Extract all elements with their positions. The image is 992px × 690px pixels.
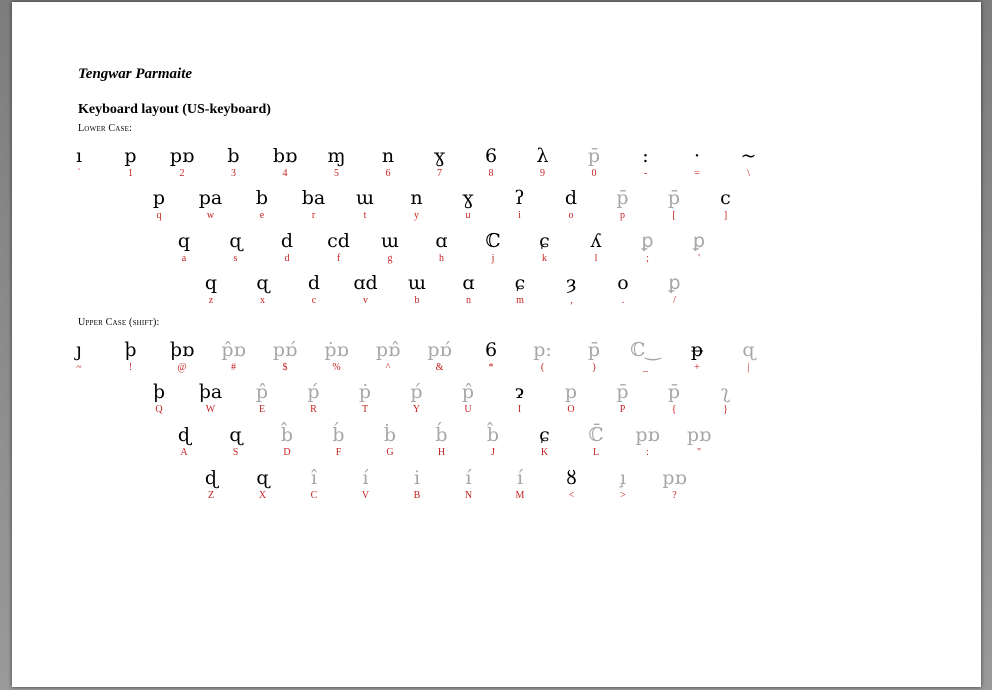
upper-row4-key [193, 466, 229, 502]
key-label: O [567, 404, 575, 415]
tengwar-glyph: p̄ [616, 381, 629, 403]
tengwar-glyph: ℂ‿ [630, 339, 661, 361]
lower-case-label: Lower Case: [78, 123, 133, 134]
tengwar-glyph: í [465, 467, 472, 489]
upper-row1-key [731, 338, 767, 374]
lower-row1-key [164, 144, 200, 180]
lower-row2-key [399, 186, 435, 222]
key-label: F [335, 447, 342, 458]
tengwar-glyph: ṗ [358, 381, 372, 403]
key-label: G [386, 447, 394, 458]
key-label: S [232, 447, 239, 458]
tengwar-glyph: ϸ [152, 381, 166, 403]
key-label: ~ [76, 362, 82, 373]
lower-row4-key [245, 271, 281, 307]
key-label: C [310, 490, 318, 501]
tengwar-glyph: · [693, 145, 701, 167]
tengwar-glyph: î [310, 467, 318, 489]
key-label: r [311, 210, 316, 221]
lower-row4-key [554, 271, 590, 307]
key-label: A [180, 447, 188, 458]
key-label: | [747, 362, 750, 373]
key-label: k [542, 253, 547, 264]
tengwar-glyph: bɒ [272, 145, 298, 167]
key-label: : [646, 447, 649, 458]
lower-row2-key [347, 186, 383, 222]
key-label: = [694, 168, 700, 179]
key-label: " [696, 447, 702, 458]
tengwar-glyph: ɯ [380, 230, 400, 252]
upper-row2-key [193, 380, 229, 416]
upper-row3-key [475, 423, 511, 459]
key-label: ( [540, 362, 545, 373]
lower-row3-key [527, 229, 563, 265]
key-label: ? [672, 490, 677, 501]
upper-row1-key [319, 338, 355, 374]
upper-row2-key [553, 380, 589, 416]
key-label: $ [282, 362, 288, 373]
key-label: 8 [488, 168, 494, 179]
tengwar-glyph: p̂ɒ [221, 339, 246, 361]
lower-row4-key [657, 271, 693, 307]
tengwar-glyph: ba [301, 187, 326, 209]
tengwar-glyph: d [564, 187, 578, 209]
upper-row4-key [399, 466, 435, 502]
key-label: 2 [179, 168, 185, 179]
lower-row2-key [244, 186, 280, 222]
upper-row2-key [450, 380, 486, 416]
key-label: n [466, 295, 471, 306]
upper-row1-key [525, 338, 561, 374]
tengwar-glyph: d [280, 230, 294, 252]
key-label: E [258, 404, 266, 415]
key-label: c [311, 295, 317, 306]
key-label: , [570, 295, 573, 306]
lower-row1-key [525, 144, 561, 180]
tengwar-glyph: ɕ [539, 230, 550, 252]
tengwar-glyph: p̄ [667, 381, 681, 403]
upper-row3-key [321, 423, 357, 459]
upper-row4-key [348, 466, 384, 502]
key-label: v [363, 295, 368, 306]
upper-row4-key [554, 466, 590, 502]
tengwar-glyph: p̄ [587, 339, 601, 361]
tengwar-glyph: p [124, 145, 137, 167]
key-label: l [594, 253, 598, 264]
document-title: Tengwar Parmaite [78, 66, 193, 82]
lower-row1-key [113, 144, 149, 180]
tengwar-glyph: pa [198, 187, 223, 209]
tengwar-glyph: pɒ́ [272, 339, 298, 361]
tengwar-glyph: n [410, 187, 423, 209]
lower-row2-key [296, 186, 332, 222]
upper-row2-key [399, 380, 435, 416]
tengwar-glyph: p̄ [587, 145, 601, 167]
tengwar-glyph: pɒ̂ [375, 339, 401, 361]
key-label: 6 [385, 168, 391, 179]
key-label: y [414, 210, 419, 221]
tengwar-glyph: q [204, 272, 218, 294]
tengwar-glyph: ı [75, 145, 83, 167]
tengwar-glyph: ɕ [539, 424, 550, 446]
key-label: w [206, 210, 215, 221]
key-label: [ [672, 210, 676, 221]
key-label: a [181, 253, 187, 264]
upper-case-label: Upper Case (shift): [78, 317, 160, 328]
tengwar-glyph: ϸɒ [169, 339, 195, 361]
tengwar-glyph: í [516, 467, 524, 489]
lower-row3-key [578, 229, 614, 265]
lower-row3-key [166, 229, 202, 265]
key-label: I [517, 404, 522, 415]
key-label: d [284, 253, 290, 264]
key-label: . [621, 295, 625, 306]
key-label: 1 [128, 168, 133, 179]
key-label: < [568, 490, 575, 501]
lower-row2-key [141, 186, 177, 222]
tengwar-glyph: ɋ [256, 272, 269, 294]
lower-row3-key [681, 229, 717, 265]
lower-row1-key [370, 144, 406, 180]
tengwar-glyph: p: [533, 339, 552, 361]
tengwar-glyph: p̂ [255, 381, 269, 403]
key-label: K [540, 447, 549, 458]
tengwar-glyph: ȷ [76, 339, 82, 361]
upper-row3-key [527, 423, 563, 459]
key-label: m [516, 295, 524, 306]
key-label: s [233, 253, 238, 264]
tengwar-glyph: pɒ [169, 145, 195, 167]
tengwar-glyph: ɋ [229, 424, 242, 446]
tengwar-glyph: q [177, 230, 191, 252]
upper-row4-key [451, 466, 487, 502]
key-label: 9 [540, 168, 545, 179]
upper-row3-key [578, 423, 614, 459]
key-label: M [515, 490, 525, 501]
lower-row1-key [628, 144, 664, 180]
lower-row2-key [656, 186, 692, 222]
key-label: g [387, 253, 393, 264]
tengwar-glyph: c [720, 187, 731, 209]
tengwar-glyph: d [307, 272, 321, 294]
tengwar-glyph: : [642, 145, 649, 167]
tengwar-glyph: ~ [740, 145, 757, 167]
tengwar-glyph: b́ [435, 424, 448, 446]
key-label: 5 [334, 168, 339, 179]
key-label: N [464, 490, 473, 501]
lower-row1-key [576, 144, 612, 180]
tengwar-glyph: b̂ [486, 424, 500, 446]
upper-row3-key [218, 423, 254, 459]
key-label: } [723, 404, 728, 415]
key-label: D [283, 447, 291, 458]
key-label: p [620, 210, 625, 221]
tengwar-glyph: ɋ [229, 230, 242, 252]
key-label: _ [643, 362, 648, 373]
upper-row1-key [164, 338, 200, 374]
key-label: ! [128, 362, 133, 373]
upper-row2-key [708, 380, 744, 416]
tengwar-glyph: ʔ [514, 187, 525, 209]
tengwar-glyph: ʅ [720, 381, 731, 403]
upper-row1-key [422, 338, 458, 374]
key-label: Q [155, 404, 163, 415]
lower-row2-key [502, 186, 538, 222]
lower-row1-key [731, 144, 767, 180]
lower-row1-key [216, 144, 252, 180]
tengwar-glyph: ɖ [177, 424, 191, 446]
key-label: f [336, 253, 341, 264]
lower-row3-key [630, 229, 666, 265]
key-label: q [156, 210, 162, 221]
lower-row2-key [450, 186, 486, 222]
key-label: ` [77, 168, 81, 179]
document-page [12, 2, 981, 687]
key-label: R [310, 404, 317, 415]
lower-row4-key [502, 271, 538, 307]
lower-row2-key [605, 186, 641, 222]
upper-row3-key [630, 423, 666, 459]
upper-row4-key [657, 466, 693, 502]
tengwar-glyph: b̂ [280, 424, 294, 446]
upper-row1-key [473, 338, 509, 374]
tengwar-glyph: 6 [484, 145, 498, 167]
document-subtitle: Keyboard layout (US-keyboard) [78, 102, 271, 117]
tengwar-glyph: ɋ [256, 467, 269, 489]
tengwar-glyph: p [564, 381, 578, 403]
tengwar-glyph: ɋ [742, 339, 755, 361]
lower-row2-key [553, 186, 589, 222]
tengwar-glyph: ɕ [514, 272, 526, 294]
upper-row2-key [141, 380, 177, 416]
key-label: U [464, 404, 472, 415]
tengwar-glyph: ı̧ [619, 467, 627, 489]
tengwar-glyph: cd [327, 230, 350, 252]
lower-row4-key [348, 271, 384, 307]
key-label: % [332, 362, 341, 373]
lower-row3-key [475, 229, 511, 265]
key-label: { [671, 404, 677, 415]
key-label: > [620, 490, 626, 501]
key-label: & [435, 362, 444, 373]
key-label: H [437, 447, 446, 458]
upper-row1-key [113, 338, 149, 374]
upper-row3-key [424, 423, 460, 459]
upper-row3-key [269, 423, 305, 459]
upper-row4-key [296, 466, 332, 502]
key-label: - [643, 168, 648, 179]
key-label: B [413, 490, 421, 501]
upper-row3-key [166, 423, 202, 459]
key-label: j [491, 253, 495, 264]
lower-row1-key [422, 144, 458, 180]
tengwar-glyph: p̄ [667, 187, 681, 209]
key-label: W [205, 404, 216, 415]
tengwar-glyph: ℂ [485, 230, 501, 252]
key-label: z [208, 295, 214, 306]
upper-row1-key [576, 338, 612, 374]
tengwar-glyph: pɒ́ [427, 339, 452, 361]
upper-row4-key [502, 466, 538, 502]
tengwar-glyph: ᵽ [690, 339, 704, 361]
lower-row2-key [708, 186, 744, 222]
lower-row4-key [193, 271, 229, 307]
tengwar-glyph: ṕ [307, 381, 320, 403]
key-label: ' [698, 253, 700, 264]
key-label: o [568, 210, 574, 221]
upper-row1-key [216, 338, 252, 374]
key-label: x [260, 295, 265, 306]
key-label: ] [723, 210, 728, 221]
tengwar-glyph: b [227, 145, 240, 167]
tengwar-glyph: λ [536, 145, 549, 167]
tengwar-glyph: p̄ [616, 187, 629, 209]
key-label: \ [747, 168, 750, 179]
lower-row1-key [473, 144, 509, 180]
tengwar-glyph: o [617, 272, 629, 294]
key-label: b [414, 295, 420, 306]
tengwar-glyph: ɑ [435, 230, 448, 252]
lower-row1-key [679, 144, 715, 180]
lower-row4-key [399, 271, 435, 307]
tengwar-glyph: i [413, 467, 421, 489]
tengwar-glyph: 6 [484, 339, 498, 361]
tengwar-glyph: ʎ [590, 230, 602, 252]
tengwar-glyph: ϸa [198, 381, 223, 403]
key-label: T [361, 404, 369, 415]
upper-row4-key [245, 466, 281, 502]
upper-row2-key [656, 380, 692, 416]
upper-row1-key [370, 338, 406, 374]
tengwar-glyph: ȝ [566, 272, 577, 294]
key-label: ; [646, 253, 649, 264]
tengwar-glyph: ɑd [353, 272, 378, 294]
tengwar-glyph: í [362, 467, 369, 489]
lower-row3-key [321, 229, 357, 265]
lower-row4-key [605, 271, 641, 307]
key-label: + [694, 362, 700, 373]
tengwar-glyph: ꝑ [692, 230, 706, 252]
tengwar-glyph: ɖ [204, 467, 218, 489]
upper-row2-key [244, 380, 280, 416]
key-label: V [361, 490, 370, 501]
tengwar-glyph: ɂ [515, 381, 524, 403]
lower-row4-key [296, 271, 332, 307]
tengwar-glyph: ꝑ [668, 272, 681, 294]
tengwar-glyph: ɱ [327, 145, 346, 167]
tengwar-glyph: pɒ [662, 467, 687, 489]
key-label: Z [207, 490, 215, 501]
lower-row4-key [451, 271, 487, 307]
lower-row2-key [193, 186, 229, 222]
tengwar-glyph: ℂ̄ [588, 424, 604, 446]
tengwar-glyph: ṗɒ [324, 339, 349, 361]
key-label: ) [592, 362, 596, 373]
key-label: * [488, 362, 494, 373]
upper-row2-key [347, 380, 383, 416]
tengwar-glyph: ṕ [410, 381, 423, 403]
lower-row1-key [61, 144, 97, 180]
lower-row1-key [267, 144, 303, 180]
key-label: L [592, 447, 600, 458]
key-label: h [439, 253, 444, 264]
upper-row1-key [267, 338, 303, 374]
key-label: 4 [282, 168, 288, 179]
tengwar-glyph: ɣ [433, 145, 446, 167]
upper-row2-key [296, 380, 332, 416]
key-label: @ [177, 362, 187, 373]
key-label: P [619, 404, 626, 415]
tengwar-glyph: ɣ [462, 187, 474, 209]
tengwar-glyph: p̂ [461, 381, 475, 403]
key-label: 0 [591, 168, 597, 179]
lower-row1-key [319, 144, 355, 180]
tengwar-glyph: pɒ [635, 424, 660, 446]
key-label: J [491, 447, 495, 458]
upper-row4-key [605, 466, 641, 502]
lower-row3-key [424, 229, 460, 265]
key-label: t [363, 210, 367, 221]
key-label: 3 [231, 168, 236, 179]
tengwar-glyph: p [152, 187, 166, 209]
tengwar-glyph: ꝑ [641, 230, 654, 252]
tengwar-glyph: pɒ [686, 424, 712, 446]
lower-row3-key [372, 229, 408, 265]
tengwar-glyph: b [255, 187, 269, 209]
upper-row3-key [372, 423, 408, 459]
tengwar-glyph: b́ [332, 424, 345, 446]
upper-row1-key [679, 338, 715, 374]
tengwar-glyph: ḃ [383, 424, 397, 446]
lower-row3-key [218, 229, 254, 265]
tengwar-glyph: ɑ [462, 272, 475, 294]
tengwar-glyph: n [381, 145, 395, 167]
lower-row3-key [269, 229, 305, 265]
key-label: u [465, 210, 471, 221]
tengwar-glyph: ɯ [407, 272, 427, 294]
upper-row2-key [502, 380, 538, 416]
key-label: X [258, 490, 267, 501]
key-label: 7 [437, 168, 442, 179]
tengwar-glyph: ɯ [355, 187, 375, 209]
upper-row2-key [605, 380, 641, 416]
upper-row3-key [681, 423, 717, 459]
tengwar-glyph: ϸ [124, 339, 137, 361]
key-label: # [231, 362, 236, 373]
key-label: / [673, 295, 676, 306]
key-label: i [518, 210, 521, 221]
upper-row1-key [628, 338, 664, 374]
upper-row1-key [61, 338, 97, 374]
key-label: ^ [385, 362, 391, 373]
tengwar-glyph: ȣ [566, 467, 577, 489]
key-label: Y [412, 404, 421, 415]
key-label: e [259, 210, 265, 221]
